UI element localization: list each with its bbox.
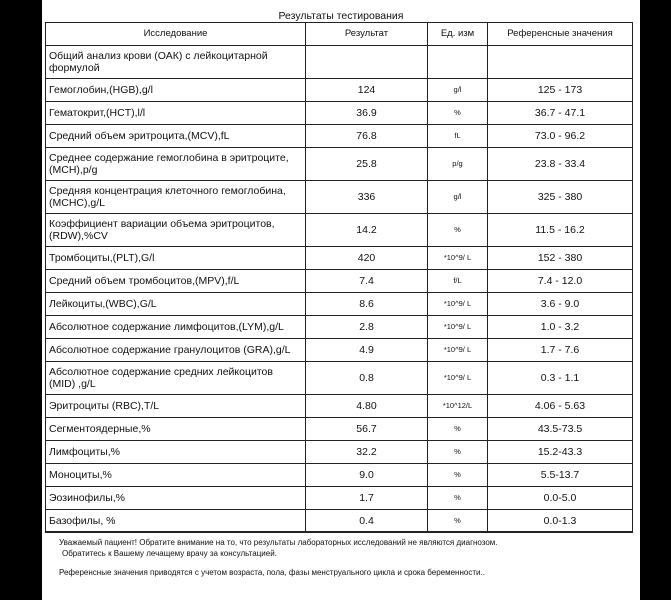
results-table xyxy=(45,22,633,533)
test-reference: 11.5 - 16.2 xyxy=(488,214,633,247)
header-unit: Ед. изм xyxy=(428,23,488,46)
table-header-row xyxy=(46,23,633,46)
test-reference xyxy=(488,46,633,79)
test-reference: 125 - 173 xyxy=(488,79,633,102)
results-body xyxy=(46,46,633,533)
test-reference: 23.8 - 33.4 xyxy=(488,148,633,181)
report-title: Результаты тестирования xyxy=(278,10,404,22)
test-result: 8.6 xyxy=(306,293,428,316)
test-result: 336 xyxy=(306,181,428,214)
test-unit: *10^9/ L xyxy=(428,293,488,316)
test-name: Средняя концентрация клеточного гемоглобина,(MCHC),g/L xyxy=(46,181,306,214)
table-row xyxy=(46,464,633,487)
test-name: Эозинофилы,% xyxy=(46,487,306,510)
test-name: Среднее содержание гемоглобина в эритроците,(MCH),p/g xyxy=(46,148,306,181)
table-row xyxy=(46,395,633,418)
reference-note: Референсные значения приводятся с учетом возраста, пола, фазы менструального цикла и срока беременности.. xyxy=(59,568,485,577)
test-unit: % xyxy=(428,510,488,533)
test-name: Абсолютное содержание лимфоцитов,(LYM),g/L xyxy=(46,316,306,339)
test-result: 124 xyxy=(306,79,428,102)
test-result: 32.2 xyxy=(306,441,428,464)
test-reference: 3.6 - 9.0 xyxy=(488,293,633,316)
table-row xyxy=(46,46,633,79)
test-reference: 0.0-5.0 xyxy=(488,487,633,510)
test-result: 9.0 xyxy=(306,464,428,487)
table-row xyxy=(46,293,633,316)
test-unit: g/l xyxy=(428,79,488,102)
test-name: Сегментоядерные,% xyxy=(46,418,306,441)
test-result xyxy=(306,46,428,79)
test-unit: % xyxy=(428,418,488,441)
test-reference: 73.0 - 96.2 xyxy=(488,125,633,148)
test-name: Гемоглобин,(HGB),g/l xyxy=(46,79,306,102)
test-name: Эритроциты (RBC),T/L xyxy=(46,395,306,418)
test-reference: 0.0-1.3 xyxy=(488,510,633,533)
table-row xyxy=(46,270,633,293)
test-unit: g/l xyxy=(428,181,488,214)
test-reference: 325 - 380 xyxy=(488,181,633,214)
test-name: Гематокрит,(HCT),l/l xyxy=(46,102,306,125)
test-name: Базофилы, % xyxy=(46,510,306,533)
test-result: 4.9 xyxy=(306,339,428,362)
test-result: 0.4 xyxy=(306,510,428,533)
test-unit: % xyxy=(428,214,488,247)
test-reference: 36.7 - 47.1 xyxy=(488,102,633,125)
table-row xyxy=(46,316,633,339)
test-unit: % xyxy=(428,464,488,487)
test-unit: p/g xyxy=(428,148,488,181)
test-result: 0.8 xyxy=(306,362,428,395)
test-reference: 7.4 - 12.0 xyxy=(488,270,633,293)
table-row xyxy=(46,339,633,362)
test-name: Моноциты,% xyxy=(46,464,306,487)
test-result: 25.8 xyxy=(306,148,428,181)
test-result: 76.8 xyxy=(306,125,428,148)
header-test: Исследование xyxy=(46,23,306,46)
test-name: Общий анализ крови (ОАК) с лейкоцитарной формулой xyxy=(46,46,306,79)
disclaimer-footer xyxy=(45,531,632,577)
test-name: Лимфоциты,% xyxy=(46,441,306,464)
test-reference: 5.5-13.7 xyxy=(488,464,633,487)
test-unit: % xyxy=(428,102,488,125)
report-page xyxy=(42,0,640,600)
test-reference: 152 - 380 xyxy=(488,247,633,270)
test-reference: 1.0 - 3.2 xyxy=(488,316,633,339)
test-name: Лейкоциты,(WBC),G/L xyxy=(46,293,306,316)
test-reference: 1.7 - 7.6 xyxy=(488,339,633,362)
test-reference: 43.5-73.5 xyxy=(488,418,633,441)
table-row xyxy=(46,102,633,125)
table-row xyxy=(46,362,633,395)
test-name: Абсолютное содержание гранулоцитов (GRA),g/L xyxy=(46,339,306,362)
test-name: Абсолютное содержание средних лейкоцитов (MID) ,g/L xyxy=(46,362,306,395)
header-reference: Референсные значения xyxy=(488,23,633,46)
table-row xyxy=(46,510,633,533)
test-result: 7.4 xyxy=(306,270,428,293)
test-result: 36.9 xyxy=(306,102,428,125)
table-row xyxy=(46,418,633,441)
test-unit: *10^9/ L xyxy=(428,316,488,339)
table-row xyxy=(46,125,633,148)
test-name: Коэффициент вариации объема эритроцитов,(RDW),%CV xyxy=(46,214,306,247)
disclaimer-line-2: Обратитесь к Вашему лечащему врачу за консультацией. xyxy=(62,549,277,558)
table-row xyxy=(46,247,633,270)
test-result: 2.8 xyxy=(306,316,428,339)
table-row xyxy=(46,487,633,510)
test-unit: fL xyxy=(428,125,488,148)
test-name: Тромбоциты,(PLT),G/l xyxy=(46,247,306,270)
test-name: Средний объем эритроцита,(MCV),fL xyxy=(46,125,306,148)
test-unit: *10^9/ L xyxy=(428,362,488,395)
test-result: 14.2 xyxy=(306,214,428,247)
table-row xyxy=(46,148,633,181)
table-row xyxy=(46,214,633,247)
test-reference: 4.06 - 5.63 xyxy=(488,395,633,418)
test-result: 1.7 xyxy=(306,487,428,510)
header-result: Результат xyxy=(306,23,428,46)
test-reference: 15.2-43.3 xyxy=(488,441,633,464)
test-unit: *10^9/ L xyxy=(428,339,488,362)
test-reference: 0.3 - 1.1 xyxy=(488,362,633,395)
table-row xyxy=(46,79,633,102)
test-unit: % xyxy=(428,487,488,510)
table-row xyxy=(46,181,633,214)
test-unit: *10^9/ L xyxy=(428,247,488,270)
table-row xyxy=(46,441,633,464)
test-result: 4.80 xyxy=(306,395,428,418)
test-unit: % xyxy=(428,441,488,464)
test-name: Средний объем тромбоцитов,(MPV),f/L xyxy=(46,270,306,293)
test-result: 420 xyxy=(306,247,428,270)
disclaimer-line-1: Уважаемый пациент! Обратите внимание на то, что результаты лабораторных исследований не являются диагнозом. xyxy=(59,538,498,547)
test-unit: *10^12/L xyxy=(428,395,488,418)
test-result: 56.7 xyxy=(306,418,428,441)
test-unit: f/L xyxy=(428,270,488,293)
test-unit xyxy=(428,46,488,79)
